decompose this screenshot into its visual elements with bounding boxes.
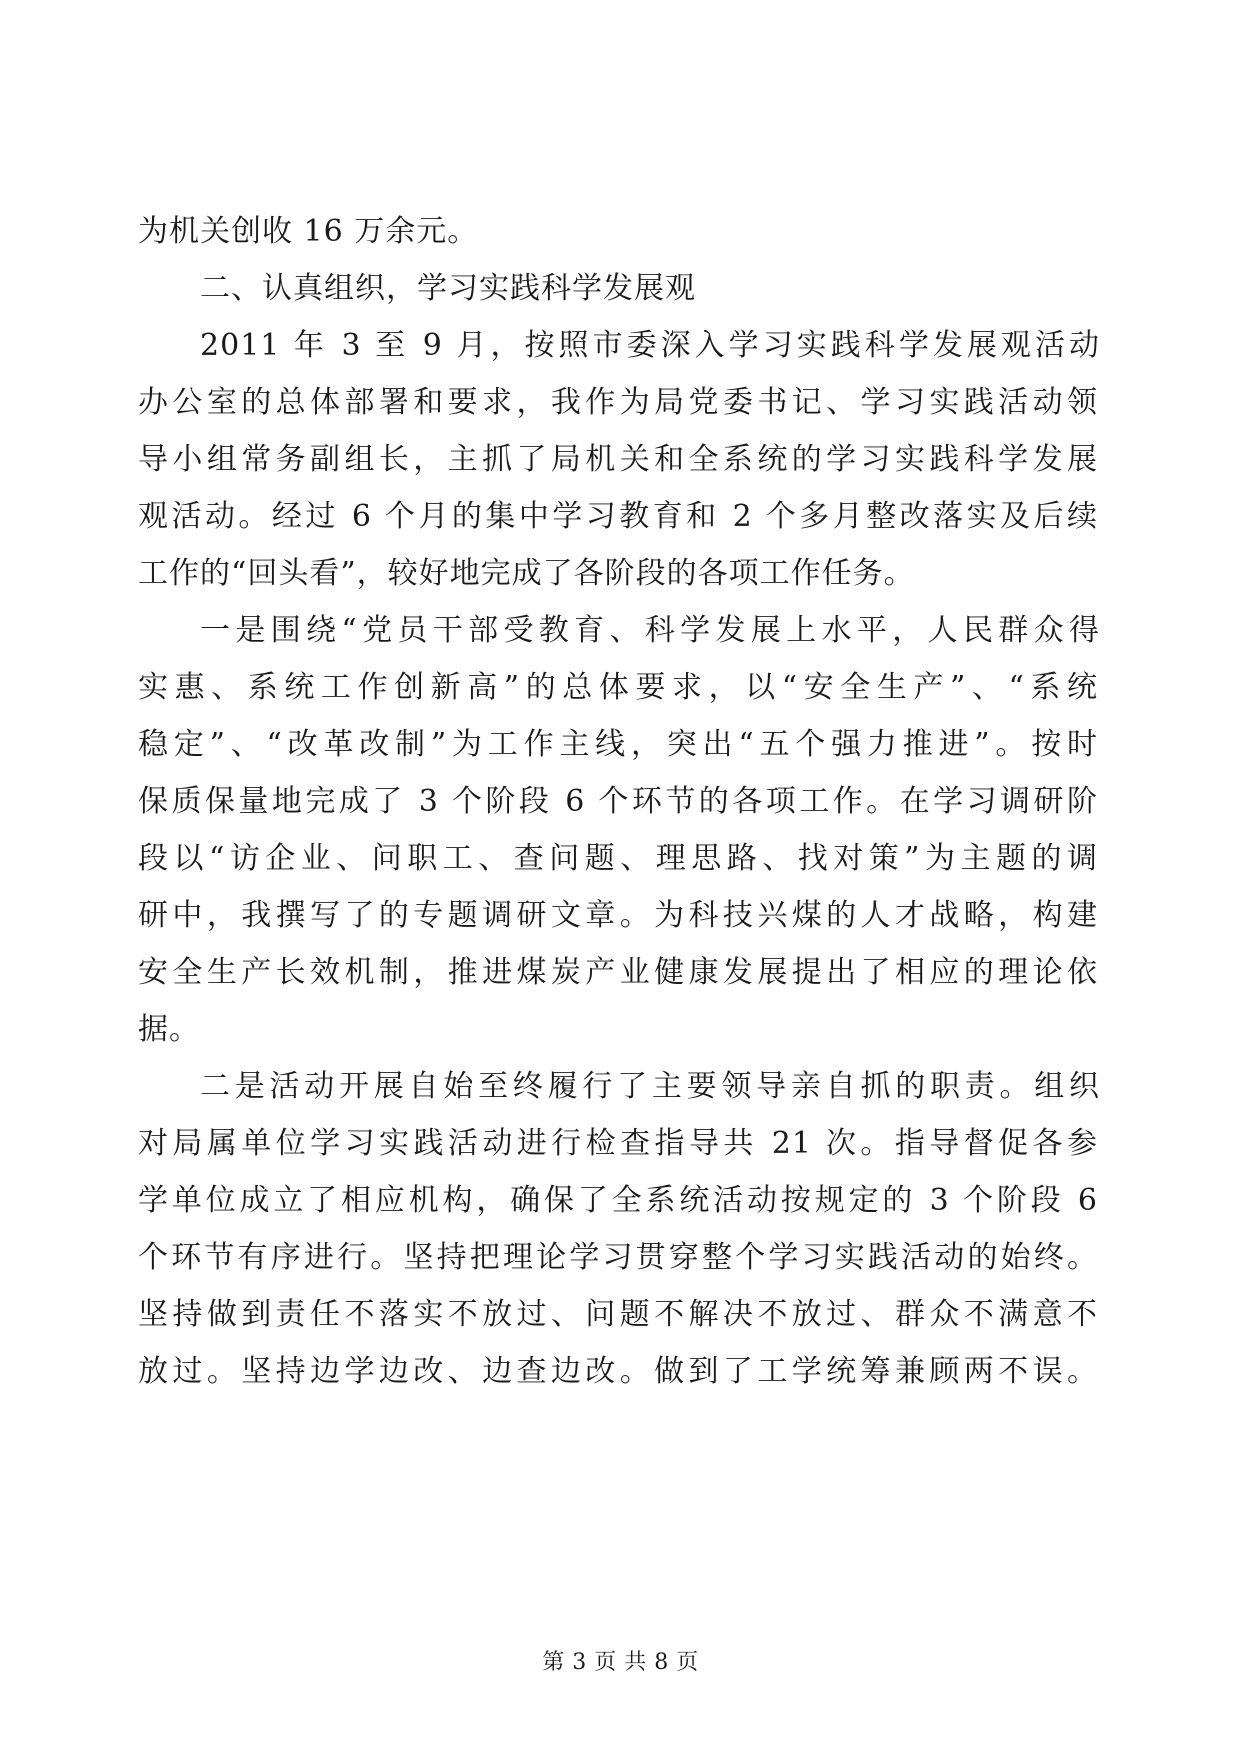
body-line: 工作的“回头看”，较好地完成了各阶段的各项工作任务。 xyxy=(138,556,915,591)
section-heading: 二、认真组织，学习实践科学发展观 xyxy=(200,271,696,306)
body-line: 观活动。经过 6 个月的集中学习教育和 2 个多月整改落实及后续 xyxy=(138,499,1098,534)
body-line: 坚持做到责任不落实不放过、问题不解决不放过、群众不满意不 xyxy=(138,1297,1098,1332)
body-line: 研中，我撰写了的专题调研文章。为科技兴煤的人才战略，构建 xyxy=(138,898,1098,933)
body-line: 段以“访企业、问职工、查问题、理思路、找对策”为主题的调 xyxy=(138,841,1098,876)
body-line: 稳定”、“改革改制”为工作主线，突出“五个强力推进”。按时 xyxy=(138,727,1098,762)
body-line: 据。 xyxy=(138,1012,200,1047)
body-line: 个环节有序进行。坚持把理论学习贯穿整个学习实践活动的始终。 xyxy=(138,1240,1098,1275)
page-number-footer: 第 3 页 共 8 页 xyxy=(542,1650,699,1675)
body-line: 对局属单位学习实践活动进行检查指导共 21 次。指导督促各参 xyxy=(138,1126,1098,1161)
body-line: 2011 年 3 至 9 月，按照市委深入学习实践科学发展观活动 xyxy=(200,328,1100,363)
body-line: 安全生产长效机制，推进煤炭产业健康发展提出了相应的理论依 xyxy=(138,955,1098,990)
body-line: 一是围绕“党员干部受教育、科学发展上水平，人民群众得 xyxy=(200,613,1100,648)
body-line: 二是活动开展自始至终履行了主要领导亲自抓的职责。组织 xyxy=(200,1069,1100,1104)
body-line: 导小组常务副组长，主抓了局机关和全系统的学习实践科学发展 xyxy=(138,442,1098,477)
body-line: 保质保量地完成了 3 个阶段 6 个环节的各项工作。在学习调研阶 xyxy=(138,784,1098,819)
body-line: 学单位成立了相应机构，确保了全系统活动按规定的 3 个阶段 6 xyxy=(138,1183,1098,1218)
body-line: 办公室的总体部署和要求，我作为局党委书记、学习实践活动领 xyxy=(138,385,1098,420)
body-line: 放过。坚持边学边改、边查边改。做到了工学统筹兼顾两不误。 xyxy=(138,1354,1098,1389)
body-line: 实惠、系统工作创新高”的总体要求，以“安全生产”、“系统 xyxy=(138,670,1098,705)
body-line: 为机关创收 16 万余元。 xyxy=(138,214,479,249)
